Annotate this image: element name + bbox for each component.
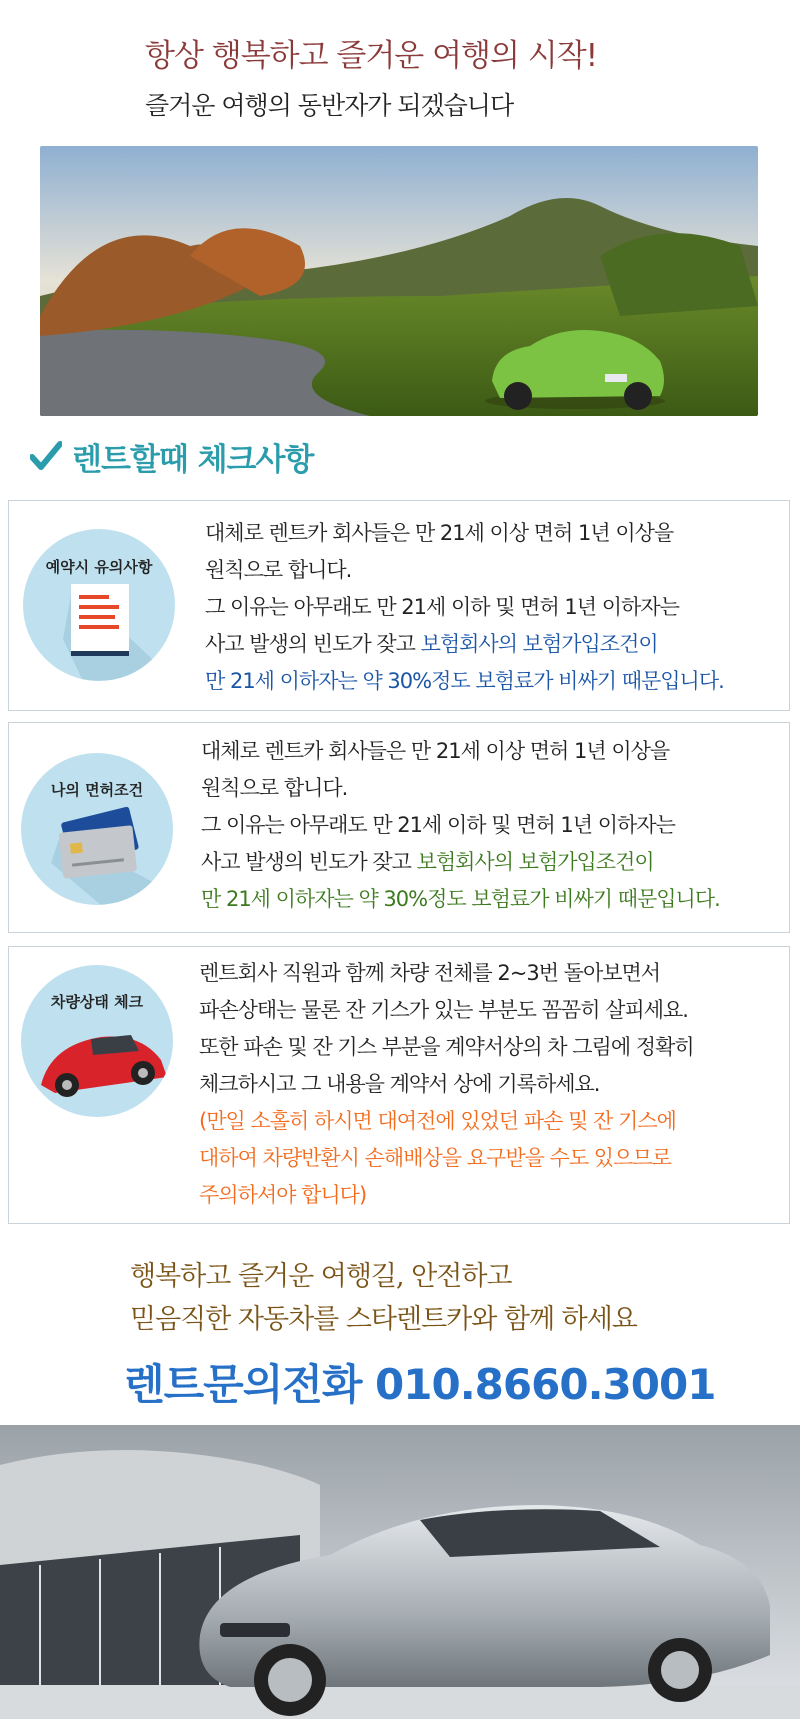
reservation-badge	[23, 529, 175, 681]
closing-message	[130, 1255, 637, 1341]
highlight-text: 보험회사의 보험가입조건이	[420, 632, 658, 656]
card-line: 대체로 렌트카 회사들은 만 21세 이상 면허 1년 이상을	[201, 739, 670, 763]
badge-label: 차량상태 체크	[50, 993, 144, 1011]
closing-line-1: 행복하고 즐거운 여행길, 안전하고	[130, 1261, 512, 1292]
card-line: 그 이유는 아무래도 만 21세 이하 및 면허 1년 이하자는	[201, 813, 675, 837]
card-line: 사고 발생의 빈도가 잦고	[205, 632, 421, 656]
card-line: 그 이유는 아무래도 만 21세 이하 및 면허 1년 이하자는	[205, 595, 679, 619]
silver-sedan-photo	[0, 1425, 800, 1719]
warning-line: (만일 소홀히 하시면 대여전에 있었던 파손 및 잔 기스에	[199, 1109, 676, 1133]
hero-landscape-image	[40, 146, 758, 416]
card-line: 파손상태는 물론 잔 기스가 있는 부분도 꼼꼼히 살피세요.	[199, 998, 688, 1022]
card-line: 대체로 렌트카 회사들은 만 21세 이상 면허 1년 이상을	[205, 521, 674, 545]
badge-label: 예약시 유의사항	[45, 558, 153, 576]
closing-line-2: 믿음직한 자동차를 스타렌트카와 함께 하세요	[130, 1304, 637, 1335]
license-badge	[21, 753, 173, 905]
subline: 즐거운 여행의 동반자가 되겠습니다	[145, 91, 514, 120]
card-body	[201, 733, 720, 918]
card-line: 렌트회사 직원과 함께 차량 전체를 2~3번 돌아보면서	[199, 961, 661, 985]
vehicle-check-card	[8, 946, 790, 1224]
card-icon	[21, 753, 173, 905]
card-line: 사고 발생의 빈도가 잦고	[201, 850, 417, 874]
card-line: 체크하시고 그 내용을 계약서 상에 기록하세요.	[199, 1072, 600, 1096]
reservation-notice-card	[8, 500, 790, 711]
document-icon	[23, 529, 175, 681]
card-body	[205, 515, 724, 700]
rental-phone-number[interactable]: 렌트문의전화 010.8660.3001	[124, 1360, 716, 1409]
card-line: 또한 파손 및 잔 기스 부분을 계약서상의 차 그림에 정확히	[199, 1035, 694, 1059]
highlight-text: 보험회사의 보험가입조건이	[416, 850, 654, 874]
warning-line: 주의하셔야 합니다)	[199, 1183, 367, 1207]
vehicle-badge	[21, 965, 173, 1117]
highlight-line: 만 21세 이하자는 약 30%정도 보험료가 비싸기 때문입니다.	[205, 669, 724, 693]
card-body	[199, 955, 694, 1214]
badge-label: 나의 면허조건	[50, 781, 144, 799]
highlight-line: 만 21세 이하자는 약 30%정도 보험료가 비싸기 때문입니다.	[201, 887, 720, 911]
section-title	[30, 436, 313, 476]
section-title-text: 렌트할때 체크사항	[72, 441, 314, 478]
car-icon	[21, 965, 173, 1117]
card-line: 원칙으로 합니다.	[201, 776, 348, 800]
headline: 항상 행복하고 즐거운 여행의 시작!	[145, 38, 598, 74]
warning-line: 대하여 차량반환시 손해배상을 요구받을 수도 있으므로	[199, 1146, 671, 1170]
license-condition-card	[8, 722, 790, 933]
checkmark-icon	[30, 441, 62, 471]
card-line: 원칙으로 합니다.	[205, 558, 352, 582]
